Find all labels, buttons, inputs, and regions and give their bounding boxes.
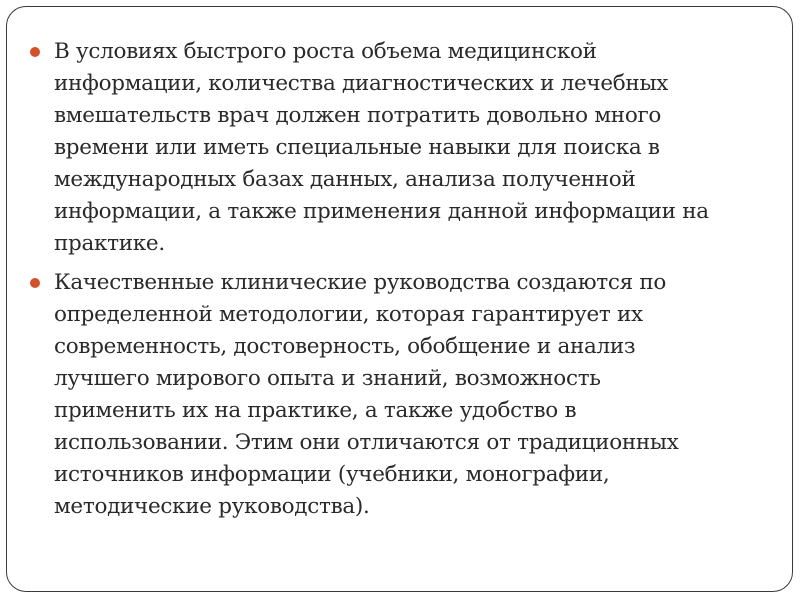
bullet-text: В условиях быстрого роста объема медицинской информации, количества диагностических и лечебных вмешательств врач должен потратить довольно много времени или иметь специальные навыки для поиска в международных базах данных, анализа полученной информации, а также применения данной информации на практике. xyxy=(54,39,709,256)
bullet-list xyxy=(30,36,710,530)
bullet-item xyxy=(30,267,710,523)
bullet-text: Качественные клинические руководства создаются по определенной методологии, которая гарантирует их современность, достоверность, обобщение и анализ лучшего мирового опыта и знаний, возможность применить их на практике, а также удобство в использовании. Этим они отличаются от традиционных источников информации (учебники, монографии, методические руководства). xyxy=(54,270,679,519)
bullet-dot-icon xyxy=(30,278,40,288)
bullet-dot-icon xyxy=(30,47,40,57)
bullet-item xyxy=(30,36,710,260)
